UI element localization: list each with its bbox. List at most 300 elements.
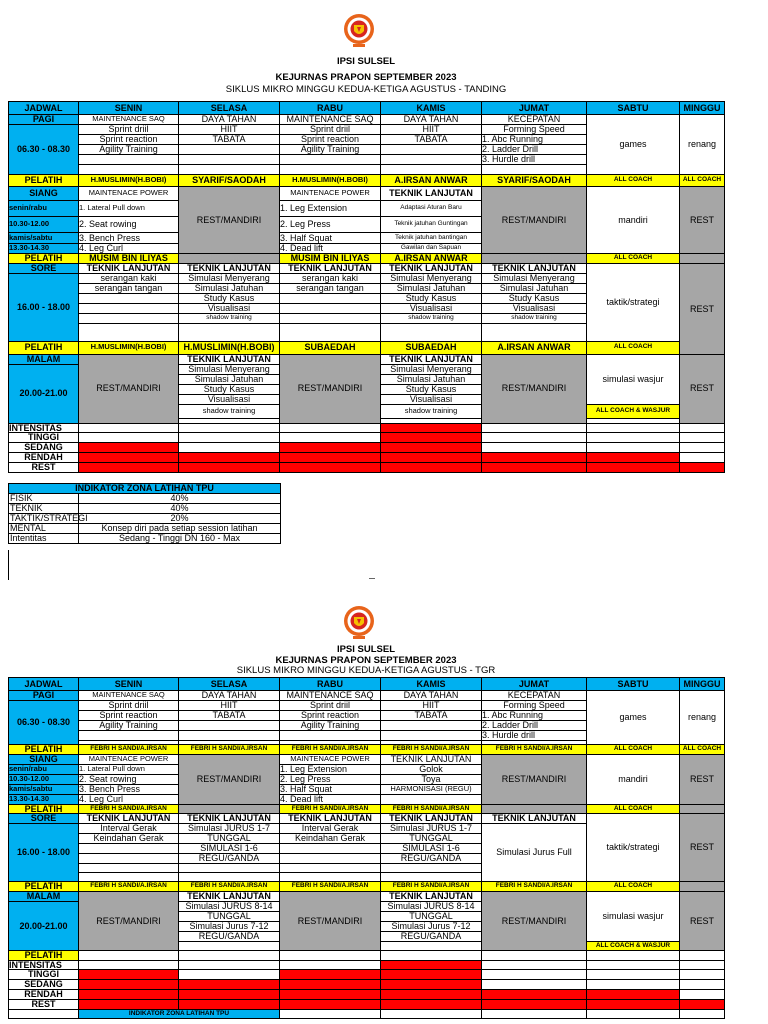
coach-cell: MUSIM BIN ILIYAS	[280, 254, 381, 264]
cell	[179, 721, 280, 731]
coach-cell: ALL COACH	[680, 745, 725, 755]
cell: SIMULASI 1-6	[179, 844, 280, 854]
cell: TUNGGAL	[381, 834, 482, 844]
cell: Teknik jatuhan bantingan	[381, 233, 482, 244]
indicator-title: INDIKATOR ZONA LATIHAN TPU	[79, 1009, 280, 1019]
coach-cell: FEBRI H SANDI/A.IRSAN	[280, 804, 381, 814]
session-time: 20.00-21.00	[9, 364, 79, 423]
indicator-table	[8, 483, 281, 544]
cell: shadow training	[381, 314, 482, 324]
cell: REST	[680, 264, 725, 355]
intensity-label: SEDANG	[9, 980, 79, 990]
cell: serangan kaki	[79, 274, 179, 284]
cell: Adaptasi Aturan Baru	[381, 201, 482, 217]
cell: KECEPATAN	[482, 115, 587, 125]
cell: 1. Abc Running	[482, 135, 587, 145]
indicator-label: FISIK	[9, 494, 79, 504]
cell: REGU/GANDA	[381, 931, 482, 941]
indicator-value: Sedang - Tinggi DN 160 - Max	[79, 534, 281, 544]
ipsi-logo-icon	[342, 602, 376, 642]
cell	[482, 804, 587, 814]
coach-cell: FEBRI H SANDI/A.IRSAN	[482, 882, 587, 892]
session-time: senin/rabu	[9, 201, 79, 217]
cell: REST/MANDIRI	[482, 754, 587, 804]
indicator-label: MENTAL	[9, 524, 79, 534]
cell: Visualisasi	[381, 394, 482, 404]
intensity-label: TINGGI	[9, 433, 79, 443]
indicator-value: Konsep diri pada setiap session latihan	[79, 524, 281, 534]
cell: REST/MANDIRI	[79, 891, 179, 951]
cell: Simulasi Menyerang	[179, 274, 280, 284]
intensity-label: RENDAH	[9, 990, 79, 1000]
intensity-label: REST	[9, 1000, 79, 1010]
cell: DAYA TAHAN	[381, 691, 482, 701]
header-row	[9, 102, 725, 115]
cell: renang	[680, 115, 725, 175]
coach-cell: SUBAEDAH	[280, 341, 381, 354]
cell: 3. Bench Press	[79, 233, 179, 244]
cell: MAINTENACE POWER	[79, 754, 179, 764]
cell	[79, 323, 179, 341]
coach-cell: FEBRI H SANDI/A.IRSAN	[381, 804, 482, 814]
cell: TEKNIK LANJUTAN	[179, 354, 280, 364]
indicator-value: 40%	[79, 504, 281, 514]
cell: Simulasi Jatuhan	[381, 284, 482, 294]
indicator-value: 20%	[79, 514, 281, 524]
indicator-title: INDIKATOR ZONA LATIHAN TPU	[9, 484, 281, 494]
header-row	[9, 678, 725, 691]
coach-cell: ALL COACH & WASJUR	[587, 941, 680, 951]
cell: MAINTENANCE SAQ	[280, 115, 381, 125]
cell: 2. Seat rowing	[79, 774, 179, 784]
cell: REST/MANDIRI	[179, 187, 280, 254]
cell: Simulasi Jurus 7-12	[381, 921, 482, 931]
cell: Simulasi Jatuhan	[381, 374, 482, 384]
col-minggu: MINGGU	[680, 102, 725, 115]
session-time: 10.30-12.00	[9, 217, 79, 233]
cell	[179, 323, 280, 341]
cell: Visualisasi	[482, 304, 587, 314]
coach-cell: SUBAEDAH	[381, 341, 482, 354]
cell: REGU/GANDA	[179, 931, 280, 941]
cell: HIIT	[381, 125, 482, 135]
cell: Visualisasi	[381, 304, 482, 314]
cell: Study Kasus	[381, 294, 482, 304]
coach-cell: FEBRI H SANDI/A.IRSAN	[179, 882, 280, 892]
cell: TEKNIK LANJUTAN	[179, 814, 280, 824]
header-org: IPSI SULSEL	[336, 644, 396, 655]
cell: 2. Ladder Drill	[482, 721, 587, 731]
cell	[280, 304, 381, 314]
cell: 1. Leg Extension	[280, 764, 381, 774]
cell: taktik/strategi	[587, 264, 680, 342]
cell	[280, 844, 381, 854]
cell: Simulasi Menyerang	[381, 364, 482, 374]
coach-cell: FEBRI H SANDI/A.IRSAN	[179, 745, 280, 755]
cell: Keindahan Gerak	[79, 834, 179, 844]
cell: REGU/GANDA	[381, 854, 482, 864]
coach-cell: FEBRI H SANDI/A.IRSAN	[79, 745, 179, 755]
cell: SIMULASI 1-6	[381, 844, 482, 854]
cell: TABATA	[179, 135, 280, 145]
cell	[381, 145, 482, 155]
cell: TEKNIK LANJUTAN	[280, 814, 381, 824]
cell: REST/MANDIRI	[280, 354, 381, 423]
cell: MAINTENANCE SAQ	[79, 691, 179, 701]
pelatih-label: PELATIH	[9, 951, 79, 961]
cell	[381, 323, 482, 341]
cell	[680, 804, 725, 814]
header-org: IPSI SULSEL	[336, 56, 396, 67]
cell	[280, 854, 381, 864]
coach-cell: H.MUSLIMIN(H.BOBI)	[79, 175, 179, 187]
cell: serangan tangan	[79, 284, 179, 294]
cell: REST/MANDIRI	[179, 754, 280, 804]
cell: REST/MANDIRI	[280, 891, 381, 951]
cell: TEKNIK LANJUTAN	[179, 891, 280, 901]
page-border	[8, 550, 9, 580]
session-label-malam: MALAM	[9, 354, 79, 364]
cell: REST	[680, 187, 725, 254]
coach-cell: FEBRI H SANDI/A.IRSAN	[79, 882, 179, 892]
cell: taktik/strategi	[587, 814, 680, 882]
session-label-sore: SORE	[9, 814, 79, 824]
session-label-pagi: PAGI	[9, 691, 79, 701]
cell: REST/MANDIRI	[482, 891, 587, 951]
cell	[79, 854, 179, 864]
cell: Interval Gerak	[280, 824, 381, 834]
col-jumat: JUMAT	[482, 102, 587, 115]
cell: Forming Speed	[482, 125, 587, 135]
cell: KECEPATAN	[482, 691, 587, 701]
col-kamis: KAMIS	[381, 678, 482, 691]
cell: Agility Training	[280, 145, 381, 155]
coach-cell: FEBRI H SANDI/A.IRSAN	[79, 804, 179, 814]
cell	[179, 155, 280, 165]
cell: games	[587, 115, 680, 175]
cell	[79, 165, 179, 175]
col-sabtu: SABTU	[587, 102, 680, 115]
cell: TABATA	[381, 711, 482, 721]
session-label-malam: MALAM	[9, 891, 79, 901]
cell: mandiri	[587, 754, 680, 804]
cell: TUNGGAL	[179, 911, 280, 921]
cell: 3. Half Squat	[280, 784, 381, 794]
cell: Golok	[381, 764, 482, 774]
cell: REST	[680, 891, 725, 951]
cell	[179, 254, 280, 264]
cell: Simulasi JURUS 8-14	[179, 901, 280, 911]
cell: TEKNIK LANJUTAN	[381, 354, 482, 364]
cell: 4. Leg Curl	[79, 794, 179, 804]
indicator-label: Intentitas	[9, 534, 79, 544]
cell: Simulasi JURUS 8-14	[381, 901, 482, 911]
cell	[179, 145, 280, 155]
cell	[179, 804, 280, 814]
cell: Forming Speed	[482, 701, 587, 711]
cell: Sprint reaction	[280, 711, 381, 721]
header-event: KEJURNAS PRAPON SEPTEMBER 2023	[275, 655, 457, 666]
col-rabu: RABU	[280, 678, 381, 691]
cell: TABATA	[179, 711, 280, 721]
coach-cell: ALL COACH	[587, 254, 680, 264]
cell: TEKNIK LANJUTAN	[381, 264, 482, 274]
coach-cell: ALL COACH	[587, 175, 680, 187]
cell: TEKNIK LANJUTAN	[179, 264, 280, 274]
cell: 1. Abc Running	[482, 711, 587, 721]
session-label-sore: SORE	[9, 264, 79, 274]
cell	[280, 155, 381, 165]
cell: Sprint driil	[79, 701, 179, 711]
header-cycle: SIKLUS MIKRO MINGGU KEDUA-KETIGA AGUSTUS - TANDING	[225, 84, 507, 95]
cell: Sprint reaction	[280, 135, 381, 145]
cell: 2. Leg Press	[280, 217, 381, 233]
col-selasa: SELASA	[179, 678, 280, 691]
cell: Simulasi JURUS 1-7	[179, 824, 280, 834]
cell	[79, 314, 179, 324]
cell: HARMONISASI (REGU)	[381, 784, 482, 794]
cell: Agility Training	[280, 721, 381, 731]
cell	[79, 294, 179, 304]
cell: Agility Training	[79, 721, 179, 731]
cell: TEKNIK LANJUTAN	[79, 264, 179, 274]
cell	[482, 323, 587, 341]
cell	[79, 155, 179, 165]
schedule-table-tanding	[8, 101, 725, 473]
cell: TEKNIK LANJUTAN	[482, 264, 587, 274]
cell: Simulasi JURUS 1-7	[381, 824, 482, 834]
cell	[79, 844, 179, 854]
pelatih-label: PELATIH	[9, 175, 79, 187]
cell: shadow training	[381, 404, 482, 418]
cell: Simulasi Jatuhan	[482, 284, 587, 294]
col-jumat: JUMAT	[482, 678, 587, 691]
cell: MAINTENANCE SAQ	[79, 115, 179, 125]
cell	[280, 165, 381, 175]
coach-cell: MUSIM BIN ILIYAS	[79, 254, 179, 264]
coach-cell: ALL COACH	[587, 804, 680, 814]
cell: Visualisasi	[179, 304, 280, 314]
coach-cell: FEBRI H SANDI/A.IRSAN	[381, 745, 482, 755]
coach-cell: SYARIF/SAODAH	[179, 175, 280, 187]
cell: Toya	[381, 774, 482, 784]
cell: HIIT	[179, 701, 280, 711]
intensity-label: TINGGI	[9, 970, 79, 980]
schedule-table-tgr	[8, 677, 725, 1019]
cell: Simulasi Jatuhan	[179, 374, 280, 384]
cell: TEKNIK LANJUTAN	[482, 814, 587, 824]
cell: Simulasi Menyerang	[179, 364, 280, 374]
cell: REST/MANDIRI	[482, 187, 587, 254]
cell: REST	[680, 814, 725, 882]
col-senin: SENIN	[79, 678, 179, 691]
session-time: 16.00 - 18.00	[9, 274, 79, 342]
coach-cell: H.MUSLIMIN(H.BOBI)	[79, 341, 179, 354]
pelatih-label: PELATIH	[9, 804, 79, 814]
col-minggu: MINGGU	[680, 678, 725, 691]
col-rabu: RABU	[280, 102, 381, 115]
cell: MAINTENACE POWER	[79, 187, 179, 201]
cell: DAYA TAHAN	[179, 115, 280, 125]
cell: TEKNIK LANJUTAN	[381, 754, 482, 764]
cell	[280, 731, 381, 741]
cell: 4. Leg Curl	[79, 244, 179, 254]
coach-cell: A.IRSAN ANWAR	[482, 341, 587, 354]
session-time: kamis/sabtu	[9, 233, 79, 244]
intensity-label: RENDAH	[9, 453, 79, 463]
intensity-label: SEDANG	[9, 443, 79, 453]
cell: Simulasi Jurus Full	[482, 824, 587, 882]
cell: TEKNIK LANJUTAN	[381, 891, 482, 901]
session-time: 10.30-12.00	[9, 774, 79, 784]
col-jadwal: JADWAL	[9, 678, 79, 691]
cell: Simulasi Menyerang	[482, 274, 587, 284]
cell: 1. Lateral Pull down	[79, 764, 179, 774]
intensity-label: INTENSITAS	[9, 423, 79, 433]
cell	[680, 882, 725, 892]
page-divider	[369, 578, 375, 579]
cell: 3. Hurdle drill	[482, 155, 587, 165]
col-selasa: SELASA	[179, 102, 280, 115]
cell: Simulasi Jatuhan	[179, 284, 280, 294]
pelatih-label: PELATIH	[9, 882, 79, 892]
cell: MAINTENANCE SAQ	[280, 691, 381, 701]
cell	[179, 731, 280, 741]
coach-cell: FEBRI H SANDI/A.IRSAN	[280, 882, 381, 892]
intensity-label: REST	[9, 463, 79, 473]
coach-cell: ALL COACH	[587, 882, 680, 892]
coach-cell: ALL COACH	[680, 175, 725, 187]
cell: Teknik jatuhan Guntingan	[381, 217, 482, 233]
cell: Sprint driil	[280, 701, 381, 711]
indicator-label: TAKTIK/STRATEGI	[10, 513, 88, 523]
col-kamis: KAMIS	[381, 102, 482, 115]
cell: REGU/GANDA	[179, 854, 280, 864]
cell: TABATA	[381, 135, 482, 145]
intensity-label: INTENSITAS	[9, 960, 79, 970]
cell: 2. Ladder Drill	[482, 145, 587, 155]
cell: TEKNIK LANJUTAN	[381, 187, 482, 201]
cell: TEKNIK LANJUTAN	[79, 814, 179, 824]
cell: Gawilan dan Sapuan	[381, 244, 482, 254]
session-time: senin/rabu	[9, 764, 79, 774]
cell: shadow training	[179, 404, 280, 418]
cell: HIIT	[179, 125, 280, 135]
cell: Sprint driil	[280, 125, 381, 135]
cell: 1. Leg Extension	[280, 201, 381, 217]
coach-cell: A.IRSAN ANWAR	[381, 254, 482, 264]
cell: Keindahan Gerak	[280, 834, 381, 844]
session-label-siang: SIANG	[9, 187, 79, 201]
cell	[381, 731, 482, 741]
cell: simulasi wasjur	[587, 354, 680, 404]
cell: HIIT	[381, 701, 482, 711]
cell: Agility Training	[79, 145, 179, 155]
cell: TUNGGAL	[381, 911, 482, 921]
cell: Study Kasus	[179, 294, 280, 304]
cell: Study Kasus	[381, 384, 482, 394]
cell: 2. Leg Press	[280, 774, 381, 784]
cell	[280, 314, 381, 324]
indicator-label: TEKNIK	[9, 504, 79, 514]
ipsi-logo-icon	[342, 10, 376, 50]
session-time: 13.30-14.30	[9, 244, 79, 254]
cell: serangan tangan	[280, 284, 381, 294]
cell	[381, 721, 482, 731]
cell: shadow training	[482, 314, 587, 324]
header-cycle: SIKLUS MIKRO MINGGU KEDUA-KETIGA AGUSTUS - TGR	[236, 665, 496, 676]
cell: REST	[680, 754, 725, 804]
coach-cell: H.MUSLIMIN(H.BOBI)	[280, 175, 381, 187]
cell: 3. Bench Press	[79, 784, 179, 794]
cell	[280, 323, 381, 341]
cell: Sprint reaction	[79, 135, 179, 145]
cell: TEKNIK LANJUTAN	[381, 814, 482, 824]
cell: 3. Half Squat	[280, 233, 381, 244]
session-time: 13.30-14.30	[9, 794, 79, 804]
cell: Simulasi Menyerang	[381, 274, 482, 284]
coach-cell: ALL COACH	[587, 745, 680, 755]
pelatih-label: PELATIH	[9, 254, 79, 264]
indicator-value: 40%	[79, 494, 281, 504]
coach-cell: FEBRI H SANDI/A.IRSAN	[381, 882, 482, 892]
cell: Sprint driil	[79, 125, 179, 135]
cell: 3. Hurdle drill	[482, 731, 587, 741]
coach-cell: FEBRI H SANDI/A.IRSAN	[280, 745, 381, 755]
cell: TEKNIK LANJUTAN	[280, 264, 381, 274]
cell: 1. Lateral Pull down	[79, 201, 179, 217]
coach-cell: FEBRI H SANDI/A.IRSAN	[482, 745, 587, 755]
pelatih-label: PELATIH	[9, 745, 79, 755]
cell	[79, 304, 179, 314]
cell: 4. Dead lift	[280, 794, 381, 804]
cell	[381, 155, 482, 165]
cell	[79, 731, 179, 741]
coach-cell: ALL COACH	[587, 341, 680, 354]
session-label-pagi: PAGI	[9, 115, 79, 125]
coach-cell: A.IRSAN ANWAR	[381, 175, 482, 187]
cell	[381, 794, 482, 804]
col-sabtu: SABTU	[587, 678, 680, 691]
cell: 2. Seat rowing	[79, 217, 179, 233]
coach-cell: SYARIF/SAODAH	[482, 175, 587, 187]
cell: Simulasi Jurus 7-12	[179, 921, 280, 931]
cell: simulasi wasjur	[587, 891, 680, 941]
cell	[482, 165, 587, 175]
cell: serangan kaki	[280, 274, 381, 284]
session-time: 20.00-21.00	[9, 901, 79, 951]
session-label-siang: SIANG	[9, 754, 79, 764]
pelatih-label: PELATIH	[9, 341, 79, 354]
cell: shadow training	[179, 314, 280, 324]
cell: MAINTENACE POWER	[280, 187, 381, 201]
cell: REST/MANDIRI	[482, 354, 587, 423]
cell: MAINTENACE POWER	[280, 754, 381, 764]
col-jadwal: JADWAL	[9, 102, 79, 115]
cell: Study Kasus	[482, 294, 587, 304]
cell	[179, 165, 280, 175]
cell: Sprint reaction	[79, 711, 179, 721]
cell: DAYA TAHAN	[381, 115, 482, 125]
cell: DAYA TAHAN	[179, 691, 280, 701]
cell: renang	[680, 691, 725, 745]
cell	[381, 165, 482, 175]
cell: games	[587, 691, 680, 745]
cell	[482, 254, 587, 264]
cell: Study Kasus	[179, 384, 280, 394]
session-time: 06.30 - 08.30	[9, 125, 79, 175]
session-time: 16.00 - 18.00	[9, 824, 79, 882]
